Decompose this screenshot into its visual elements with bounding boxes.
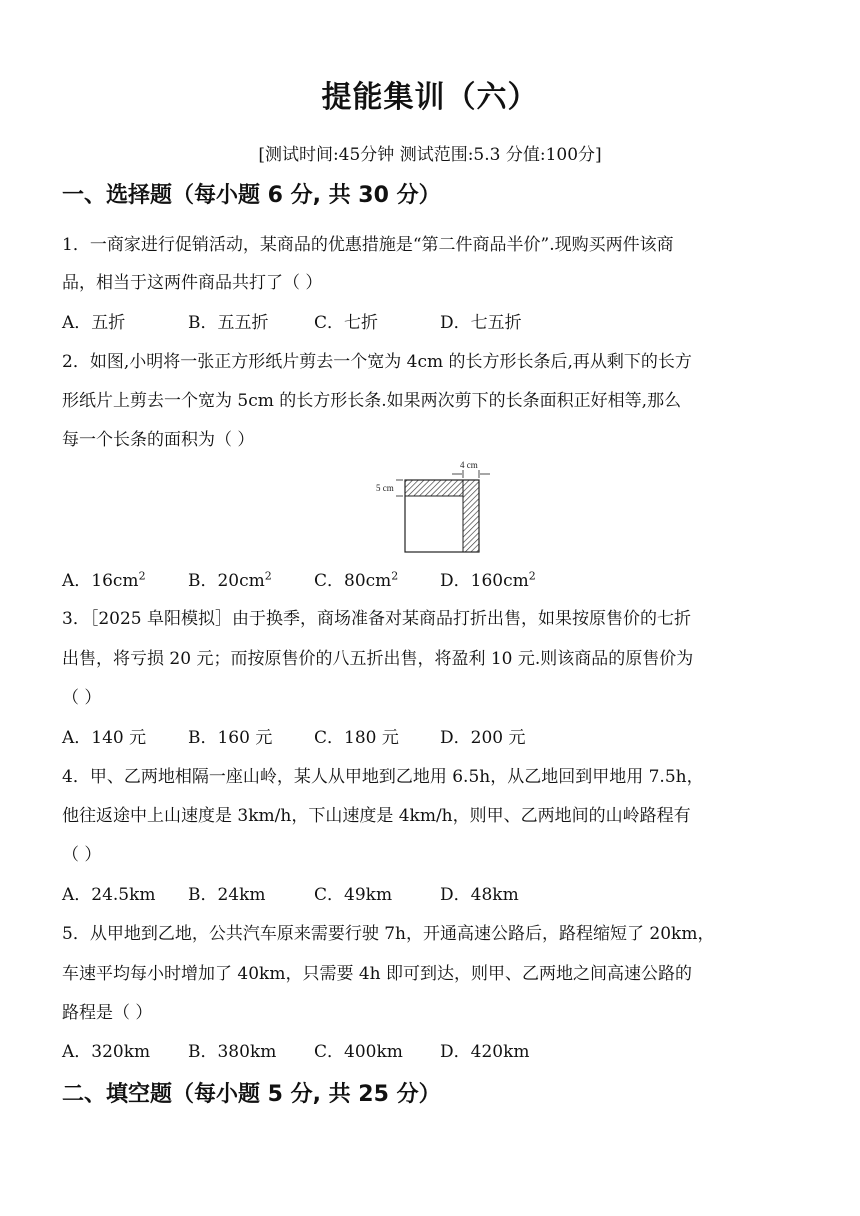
q4-option-a: A．24.5km (62, 885, 156, 905)
q4-line-2: 他往返途中上山速度是 3km/h，下山速度是 4km/h，则甲、乙两地间的山岭路程有 (62, 806, 691, 826)
q2-line-2: 形纸片上剪去一个宽为 5cm 的长方形长条.如果两次剪下的长条面积正好相等,那么 (62, 391, 682, 411)
q3-option-a: A．140 元 (62, 728, 147, 748)
q2-options (62, 566, 536, 591)
q3-line-3: （ ） (62, 688, 102, 708)
q5-option-a: A．320km (62, 1042, 151, 1062)
q3-option-c: C．180 元 (314, 728, 399, 748)
section-heading-choice: 一、选择题（每小题 6 分, 共 30 分） (62, 183, 441, 208)
q5-option-b: B．380km (188, 1042, 277, 1062)
q1-option-a: A．五折 (62, 313, 126, 333)
square-strips-figure (372, 458, 497, 558)
q5-option-d: D．420km (440, 1042, 530, 1062)
q3-option-b: B．160 元 (188, 728, 273, 748)
q4-line-3: （ ） (62, 845, 102, 865)
test-info: [测试时间:45分钟 测试范围:5.3 分值:100分] (258, 145, 602, 165)
q2-line-3: 每一个长条的面积为（ ） (62, 430, 255, 450)
q1-option-c: C．七折 (314, 313, 379, 333)
q1-line-1: 1．一商家进行促销活动，某商品的优惠措施是“第二件商品半价”.现购买两件该商 (62, 235, 674, 255)
label-4cm: 4 cm (460, 460, 478, 470)
q2-option-d: D．$160cm^2$ (440, 569, 536, 591)
page-title: 提能集训（六） (321, 80, 539, 115)
q5-line-1: 5．从甲地到乙地，公共汽车原来需要行驶 7h，开通高速公路后，路程缩短了 20km， (62, 924, 715, 944)
q2-line-1: 2．如图,小明将一张正方形纸片剪去一个宽为 4cm 的长方形长条后,再从剩下的长方 (62, 352, 692, 372)
q2-option-a: A．$16cm^2$ (62, 569, 146, 591)
q3-line-2: 出售，将亏损 20 元；而按原售价的八五折出售，将盈利 10 元.则该商品的原售价为 (62, 649, 694, 669)
q5-option-c: C．400km (314, 1042, 403, 1062)
q5-line-2: 车速平均每小时增加了 40km，只需要 4h 即可到达，则甲、乙两地之间高速公路的 (62, 964, 693, 984)
q5-options (62, 1037, 530, 1062)
q3-options (62, 723, 525, 748)
q1-line-2: 品，相当于这两件商品共打了（ ） (62, 273, 323, 293)
q4-options (62, 880, 519, 905)
q3-option-d: D．200 元 (440, 728, 526, 748)
q2-option-b: B．$20cm^2$ (188, 569, 272, 591)
q2-option-c: C．$80cm^2$ (314, 569, 399, 591)
q5-line-3: 路程是（ ） (62, 1003, 153, 1023)
q4-option-d: D．48km (440, 885, 519, 905)
q4-line-1: 4．甲、乙两地相隔一座山岭，某人从甲地到乙地用 6.5h，从乙地回到甲地用 7.5h， (62, 767, 704, 787)
q1-option-d: D．七五折 (440, 313, 522, 333)
q1-options (62, 308, 522, 333)
q4-option-c: C．49km (314, 885, 393, 905)
q3-line-1: 3．［2025 阜阳模拟］由于换季，商场准备对某商品打折出售，如果按原售价的七折 (62, 609, 691, 629)
q4-option-b: B．24km (188, 885, 266, 905)
section-heading-fill-blank: 二、填空题（每小题 5 分, 共 25 分） (62, 1082, 441, 1107)
q1-option-b: B．五五折 (188, 313, 269, 333)
label-5cm: 5 cm (376, 483, 394, 493)
